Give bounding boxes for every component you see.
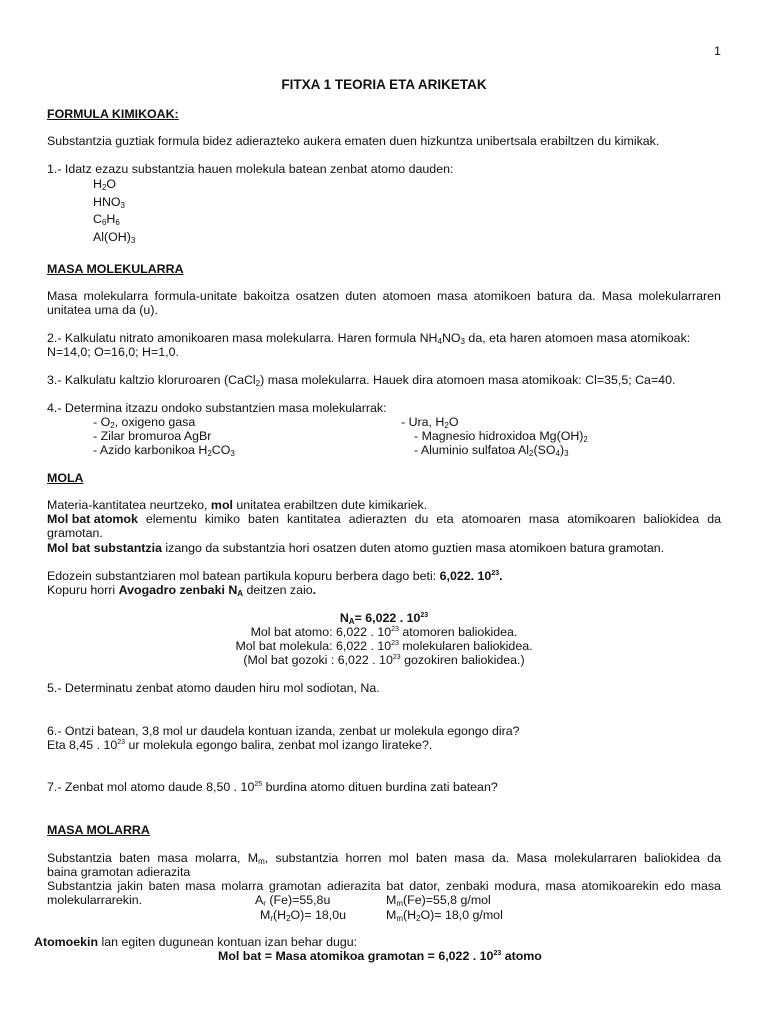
molarra-line4: molekularrarekin. [47,893,143,907]
word: Masa [47,289,78,303]
word: atomikoen [473,289,531,303]
avogadro-number: $N_A= 6,022$ . $10^{23}$ [339,611,429,626]
word: dator, [409,879,441,893]
mol-gozoki: (Mol bat gozoki : 6,022 . $10^{23}$ gozokiren baliokidea.) [243,653,525,667]
word: masa [157,851,188,865]
formula-aloh3: $Al(OH)_3$ [93,230,136,245]
word: masa [690,879,721,893]
mol-molekula: Mol bat molekula: 6,022 . $10^{23}$ molekularen baliokidea. [235,639,533,653]
heading-formula: FORMULA KIMIKOAK: [47,107,179,121]
heading-mola: MOLA [47,471,84,485]
word: baliokidea [644,851,700,865]
word: edo [664,879,685,893]
word: molekularraren [554,851,637,865]
molarra-line3 [47,879,721,894]
mola-line1: Materia-kantitatea neurtzeko, mol unitatea erabiltzen dute kimikariek. [47,498,428,512]
word: masa [545,879,576,893]
question-2: 2.- Kalkulatu nitrato amonikoaren masa molekularra. Haren formula $NH_4NO_3$ da, eta haren atomoen masa atomikoak: [47,331,691,346]
word: osatzen [295,289,340,303]
question-6-line2: Eta 8,45 . $10^{23}$ ur molekula egongo balira, zenbat mol izango lirateke?. [47,738,433,752]
word: atomikoaren [567,512,636,526]
molekularra-intro-line1 [47,289,721,304]
word: baten [415,851,447,865]
word: Masa [601,289,633,303]
molarra-line1 [47,851,721,866]
word: horren [345,851,382,865]
word: formula-unitate [154,289,238,303]
final-formula: Mol bat = Masa atomikoa gramotan = 6,022 . $10^{23}$ atomo [218,949,542,963]
item-h2co3: - Azido karbonikoa $H_2CO_3$ [93,443,235,458]
word: masa [185,879,216,893]
word: molekularraren [638,289,721,303]
word: kantitatea [286,512,341,526]
item-mgoh2: - Magnesio hidroxidoa $Mg(OH)_2$ [414,429,588,444]
word: baliokidea [643,512,700,526]
page-title: FITXA 1 TEORIA ETA ARIKETAK [281,77,487,92]
formula-hno3: $HNO_3$ [93,195,125,210]
question-7: 7.- Zenbat mol atomo daude 8,50 . $10^{25}$ burdina atomo dituen burdina zati batean? [47,780,498,794]
item-agbr: - Zilar bromuroa AgBr [93,429,212,443]
atomoekin-line: Atomoekin lan egiten dugunean kontuan izan behar dugu: [34,935,358,949]
formula-intro: Substantzia guztiak formula bidez adierazteko aukera ematen duen hizkuntza unibertsala erabiltzen du kimikak. [47,134,660,148]
question-5: 5.- Determinatu zenbat atomo dauden hiru mol sodiotan, Na. [47,681,380,695]
question-4: 4.- Determina itzazu ondoko substantzien masa molekularrak: [47,401,387,415]
mola-line6: Kopuru horri Avogadro zenbaki $N_A$ deitzen zaio. [47,583,317,598]
word: bat [386,879,404,893]
word: atomikoarekin [581,879,659,893]
formula-h2o: $H_2O$ [93,177,117,192]
formula-c6h6: $C_6H_6$ [93,212,120,227]
word: molarra [221,879,264,893]
heading-masa-molarra: MASA MOLARRA [47,823,150,837]
word: baten [119,851,151,865]
mola-line5: Edozein substantziaren mol batean partikula kopuru berbera dago beti: 6,022. $10^{23}$. [47,569,503,583]
word: da. [578,289,596,303]
word: da. [491,851,510,865]
heading-masa-molekularra: MASA MOLEKULARRA [47,262,184,276]
word: modura, [494,879,540,893]
example-mm-h2o: $M_m(H_2O)= 18,0$ g/mol [386,908,503,923]
word: kimiko [204,512,240,526]
word: jakin [117,879,143,893]
item-al2so43: - Aluminio sulfatoa $Al_2(SO_4)_3$ [414,443,569,458]
example-mr-h2o: $M_r(H_2O)= 18,0u$ [260,908,346,923]
subscript: m [258,857,265,866]
item-h2o: - Ura, $H_2O$ [401,415,459,430]
question-6: 6.- Ontzi batean, 3,8 mol ur daudela kontuan izanda, zenbat ur molekula egongo dira? [47,724,520,738]
word: bakoitza [243,289,290,303]
example-mm-fe: $M_m(Fe)=55,8$ g/mol [386,893,491,908]
word: substantzia [275,851,339,865]
word: gramotan [268,879,322,893]
word: duten [345,289,377,303]
word: molarra, [195,851,241,865]
example-ar-fe: $A_r$ (Fe)=55,8u [255,893,331,908]
word: du [414,512,429,526]
word: baten [247,512,279,526]
mola-line3: gramotan. [47,526,103,540]
word: atomoen [382,289,431,303]
word: da [707,851,721,865]
word: baten [148,879,180,893]
word: mol [388,851,409,865]
word: batura [536,289,573,303]
molarra-line2: baina gramotan adierazita [47,865,191,879]
word: Masa [516,851,547,865]
word: molekularra [83,289,149,303]
word: zenbaki [445,879,489,893]
word: atomoaren [461,512,521,526]
question-3: 3.- Kalkulatu kaltzio kloruroaren (CaCl$_2$) masa molekularra. Hauek dira atomoen masa atomikoak: Cl=35,5; Ca=40. [47,373,676,388]
word: Substantzia [47,879,112,893]
word: masa [454,851,485,865]
mola-line2 [47,512,721,527]
question-2-line2: N=14,0; O=16,0; H=1,0. [47,345,179,359]
word: adierazten [348,512,407,526]
mola-line4: Mol bat substantzia izango da substantzia hori osatzen duten atomo guztien masa atomikoen batura gramotan. [47,541,665,555]
word: M [247,851,259,865]
comma: , [264,851,269,865]
word: masa [437,289,468,303]
item-o2: - $O_2$, oxigeno gasa [93,415,196,430]
word: eta [436,512,454,526]
word: masa [528,512,560,526]
word: adierazita [326,879,381,893]
word: da [707,512,721,526]
mol-atomo: Mol bat atomo: 6,022 . $10^{23}$ atomoren baliokidea. [250,625,518,639]
question-1: 1.- Idatz ezazu substantzia hauen molekula batean zenbat atomo dauden: [47,162,454,176]
word: Substantzia [47,851,112,865]
word-with-subscript [248,851,268,866]
page-number: 1 [714,44,721,58]
word: elementu [145,512,197,526]
bold-lead: Mol bat atomok [47,512,138,526]
molekularra-intro-line2: unitatea uma da (u). [47,303,158,317]
